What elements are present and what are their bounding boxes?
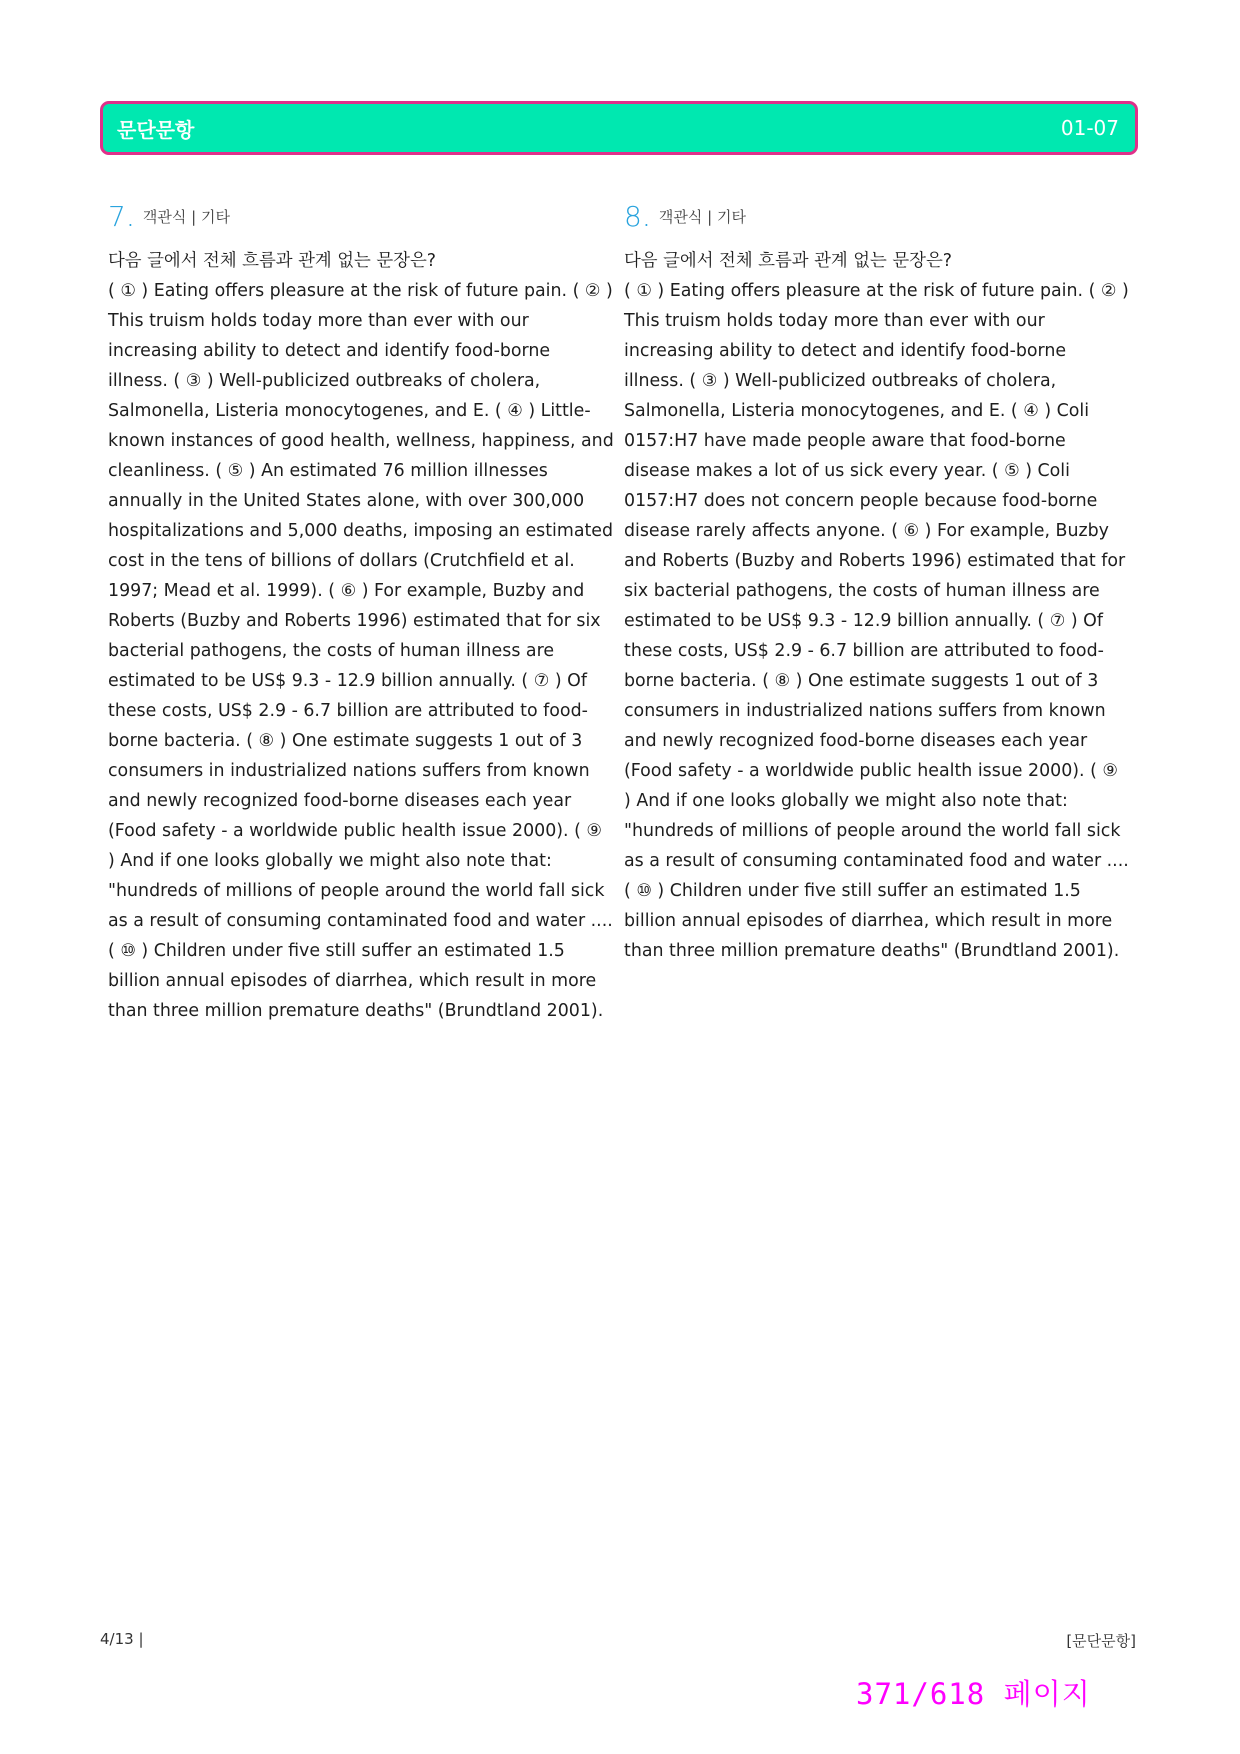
question-8: [624, 200, 1130, 966]
question-header: [624, 200, 1130, 234]
question-body: [624, 246, 1130, 966]
question-type: 객관식 | 기타: [658, 208, 746, 226]
question-7: [108, 200, 614, 1026]
section-code: 01-07: [1060, 116, 1119, 140]
question-header: [108, 200, 614, 234]
question-number: 8: [624, 200, 642, 233]
page-counter: 371/618 페이지: [856, 1677, 1091, 1711]
question-passage: ( ① ) Eating offers pleasure at the risk of future pain. ( ② ) This truism holds today more than ever with our increasing ability to detect and identify food-borne illness. ( ③ ) Well-publicized outbreaks of cholera, Salmonella, Listeria monocytogenes, and E. ( ④ ) Coli 0157:H7 have made people aware that food-borne disease makes a lot of us sick every year. ( ⑤ ) Coli 0157:H7 does not concern people because food-borne disease rarely affects anyone. ( ⑥ ) For example, Buzby and Roberts (Buzby and Roberts 1996) estimated that for six bacterial pathogens, the costs of human illness are estimated to be US$ 9.3 - 12.9 billion annually. ( ⑦ ) Of these costs, US$ 2.9 - 6.7 billion are attributed to food-borne bacteria. ( ⑧ ) One estimate suggests 1 out of 3 consumers in industrialized nations suffers from known and newly recognized food-borne diseases each year (Food safety - a worldwide public health issue 2000). ( ⑨ ) And if one looks globally we might also note that: "hundreds of millions of people around the world fall sick as a result of consuming contaminated food and water .... ( ⑩ ) Children under five still suffer an estimated 1.5 billion annual episodes of diarrhea, which result in more than three million premature deaths" (Brundtland 2001).: [624, 281, 1129, 961]
question-passage: ( ① ) Eating offers pleasure at the risk of future pain. ( ② ) This truism holds today more than ever with our increasing ability to detect and identify food-borne illness. ( ③ ) Well-publicized outbreaks of cholera, Salmonella, Listeria monocytogenes, and E. ( ④ ) Little-known instances of good health, wellness, happiness, and cleanliness. ( ⑤ ) An estimated 76 million illnesses annually in the United States alone, with over 300,000 hospitalizations and 5,000 deaths, imposing an estimated cost in the tens of billions of dollars (Crutchfield et al. 1997; Mead et al. 1999). ( ⑥ ) For example, Buzby and Roberts (Buzby and Roberts 1996) estimated that for six bacterial pathogens, the costs of human illness are estimated to be US$ 9.3 - 12.9 billion annually. ( ⑦ ) Of these costs, US$ 2.9 - 6.7 billion are attributed to food-borne bacteria. ( ⑧ ) One estimate suggests 1 out of 3 consumers in industrialized nations suffers from known and newly recognized food-borne diseases each year (Food safety - a worldwide public health issue 2000). ( ⑨ ) And if one looks globally we might also note that: "hundreds of millions of people around the world fall sick as a result of consuming contaminated food and water .... ( ⑩ ) Children under five still suffer an estimated 1.5 billion annual episodes of diarrhea, which result in more than three million premature deaths" (Brundtland 2001).: [108, 281, 614, 1021]
footer-page-number: 4/13 |: [100, 1630, 144, 1648]
question-number-dot: .: [127, 211, 133, 230]
question-number: 7: [108, 200, 126, 233]
footer-section-label: [문단문항]: [1066, 1632, 1136, 1650]
question-number-dot: .: [643, 211, 649, 230]
question-type: 객관식 | 기타: [142, 208, 230, 226]
question-prompt: 다음 글에서 전체 흐름과 관계 없는 문장은?: [108, 251, 436, 271]
question-prompt: 다음 글에서 전체 흐름과 관계 없는 문장은?: [624, 251, 952, 271]
section-title: 문단문항: [117, 117, 195, 142]
section-header: [100, 101, 1138, 155]
question-body: [108, 246, 614, 1026]
